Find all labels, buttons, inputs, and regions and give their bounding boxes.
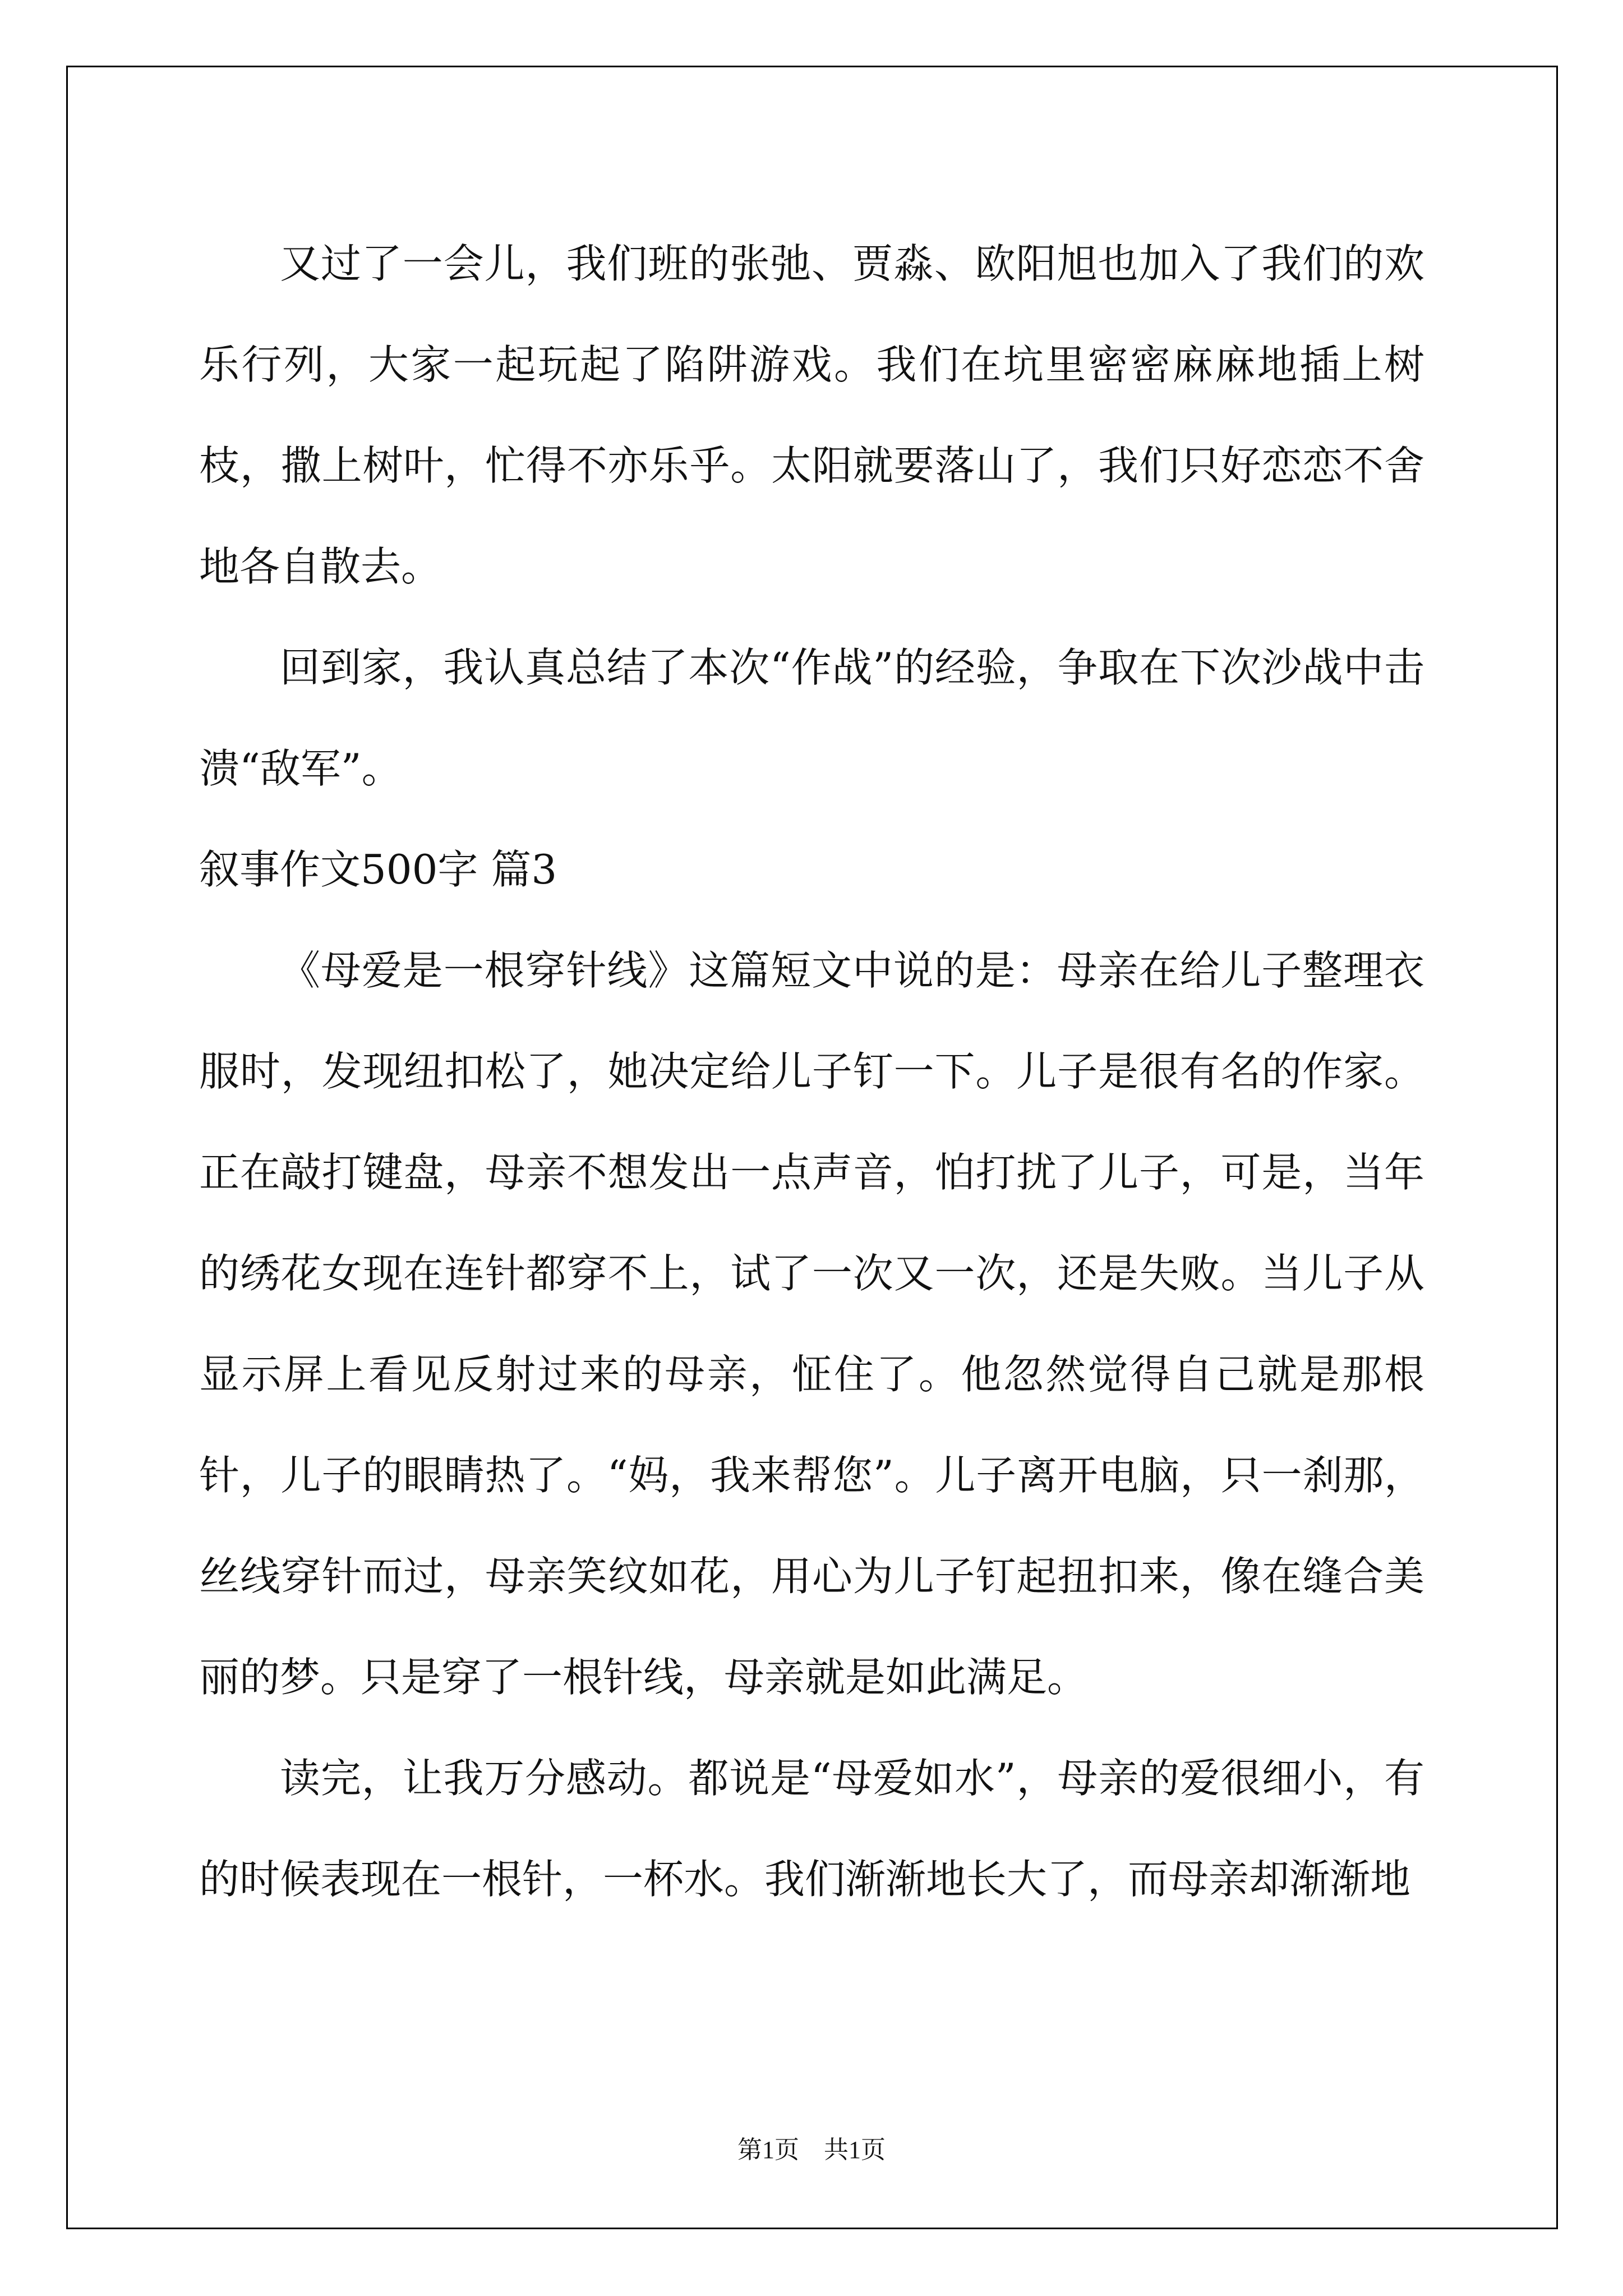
paragraph-3: 《母爱是一根穿针线》这篇短文中说的是：母亲在给儿子整理衣服时，发现纽扣松了，她决定给儿子钉一下。儿子是很有名的作家。正在敲打键盘，母亲不想发出一点声音，怕打扰了儿子，可是，当年的绣花女现在连针都穿不上，试了一次又一次，还是失败。当儿子从显示屏上看见反射过来的母亲，怔住了。他忽然觉得自己就是那根针，儿子的眼睛热了。“妈，我来帮您”。儿子离开电脑，只一刹那，丝线穿针而过，母亲笑纹如花，用心为儿子钉起扭扣来，像在缝合美丽的梦。只是穿了一根针线，母亲就是如此满足。 [199, 947, 1424, 1701]
paragraph-4: 读完，让我万分感动。都说是“母爱如水”，母亲的爱很细小，有的时候表现在一根针，一杯水。我们渐渐地长大了，而母亲却渐渐地 [199, 1755, 1424, 1903]
document-body [199, 213, 1424, 1930]
section-heading: 叙事作文500字 篇3 [199, 846, 557, 893]
paragraph-1: 又过了一会儿，我们班的张弛、贾淼、欧阳旭也加入了我们的欢乐行列，大家一起玩起了陷阱游戏。我们在坑里密密麻麻地插上树枝，撒上树叶，忙得不亦乐乎。太阳就要落山了，我们只好恋恋不舍地各自散去。 [199, 240, 1424, 590]
page-footer: 第1页 共1页 [737, 2136, 886, 2164]
paragraph-2: 回到家，我认真总结了本次“作战”的经验，争取在下次沙战中击溃“敌军”。 [199, 644, 1424, 792]
